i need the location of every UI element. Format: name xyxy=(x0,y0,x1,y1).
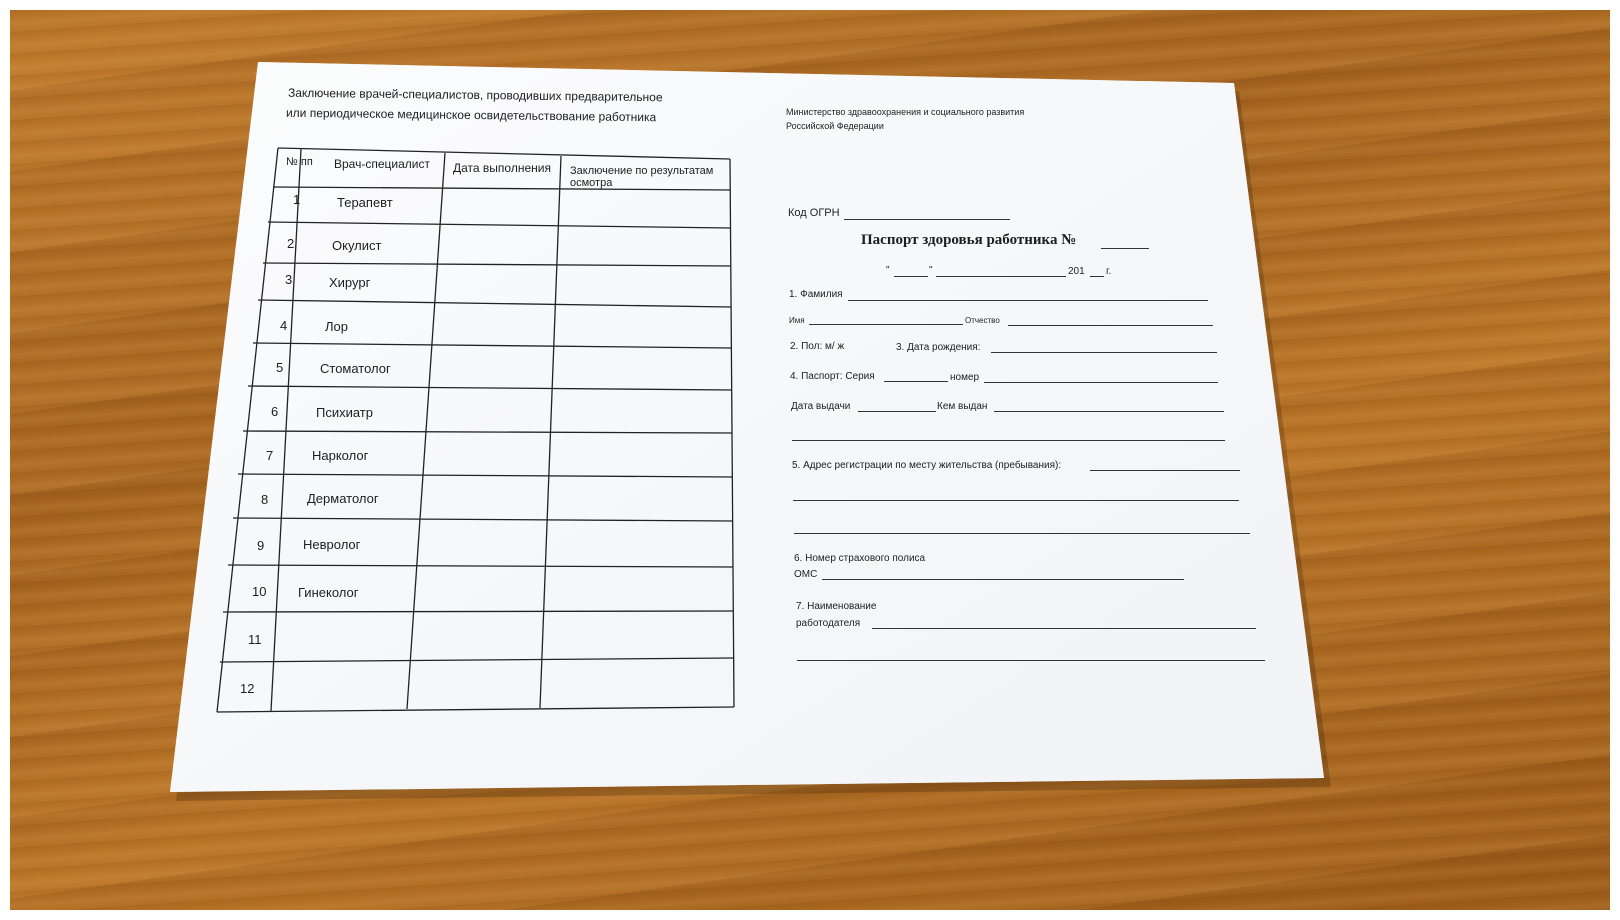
policy-label: 6. Номер страхового полиса xyxy=(794,553,926,564)
ministry-line2: Российской Федерации xyxy=(786,121,884,131)
employer-label-1: 7. Наименование xyxy=(796,601,877,612)
address-label: 5. Адрес регистрации по месту жительства (пребывания): xyxy=(792,460,1062,471)
issued-by-field-line xyxy=(994,411,1224,412)
issued-by-label: Кем выдан xyxy=(937,401,988,412)
employer-extra-line xyxy=(797,660,1265,661)
oms-label: ОМС xyxy=(794,569,818,580)
ministry-line1: Министерство здравоохранения и социального развития xyxy=(786,107,1025,117)
left-heading-line1: Заключение врачей-специалистов, проводивших предварительное xyxy=(287,85,663,105)
row-doctor: Хирург xyxy=(329,275,371,290)
issued-by-extra-line xyxy=(792,440,1225,441)
surname-field-line xyxy=(848,300,1208,301)
row-number: 2 xyxy=(287,236,295,251)
date-year-label: 201 xyxy=(1068,266,1085,277)
row-number: 6 xyxy=(271,404,279,419)
row-doctor: Психиатр xyxy=(316,405,373,420)
row-number: 10 xyxy=(252,584,267,599)
header-date: Дата выполнения xyxy=(453,161,551,175)
sex-label: 2. Пол: м/ ж xyxy=(790,341,845,352)
birth-date-field-line xyxy=(991,352,1217,353)
header-conclusion: Заключение по результатам xyxy=(570,165,714,177)
date-day-line xyxy=(894,276,928,277)
oms-field-line xyxy=(822,579,1184,580)
passport-series-field-line xyxy=(884,381,948,382)
passport-series-label: 4. Паспорт: Серия xyxy=(790,371,875,382)
row-doctor: Невролог xyxy=(303,537,361,552)
header-conclusion-2: осмотра xyxy=(570,177,613,189)
row-number: 9 xyxy=(257,538,265,553)
row-doctor: Лор xyxy=(325,319,348,334)
date-month-line xyxy=(936,276,1066,277)
row-number: 11 xyxy=(248,632,262,647)
row-doctor: Дерматолог xyxy=(307,491,379,506)
surname-label: 1. Фамилия xyxy=(789,289,843,300)
document-sheet xyxy=(10,10,1610,910)
row-number: 1 xyxy=(293,192,301,207)
name-field-line xyxy=(809,324,963,325)
row-number: 8 xyxy=(261,492,269,507)
row-number: 7 xyxy=(266,448,274,463)
passport-number-field-line xyxy=(984,382,1218,383)
row-number: 5 xyxy=(276,360,284,375)
row-number: 4 xyxy=(280,318,288,333)
header-doctor: Врач-специалист xyxy=(334,157,430,171)
name-label: Имя xyxy=(789,316,805,325)
row-doctor: Терапевт xyxy=(337,195,393,210)
header-number: № пп xyxy=(286,156,313,168)
left-heading-line2: или периодическое медицинское освидетельствование работника xyxy=(285,105,657,125)
address-extra-line-2 xyxy=(794,533,1250,534)
birth-date-label: 3. Дата рождения: xyxy=(896,342,981,353)
paper-light xyxy=(170,62,1324,792)
ogrn-label: Код ОГРН xyxy=(788,207,840,219)
date-open-quote: " xyxy=(886,265,890,276)
title-number-line xyxy=(1101,248,1149,249)
document-title: Паспорт здоровья работника № xyxy=(861,232,1077,248)
issue-date-label: Дата выдачи xyxy=(791,401,851,412)
address-field-line xyxy=(1090,470,1240,471)
row-doctor: Нарколог xyxy=(312,448,369,463)
row-doctor: Окулист xyxy=(332,238,382,253)
row-number: 12 xyxy=(240,681,255,696)
issue-date-field-line xyxy=(858,411,936,412)
patronymic-label: Отчество xyxy=(965,316,1000,325)
row-doctor: Гинеколог xyxy=(298,585,359,600)
date-year-suffix: г. xyxy=(1106,266,1112,277)
passport-number-label: номер xyxy=(950,372,980,383)
address-extra-line-1 xyxy=(793,500,1239,501)
patronymic-field-line xyxy=(1008,325,1213,326)
date-year-line xyxy=(1090,276,1104,277)
ogrn-field-line xyxy=(844,219,1010,220)
date-close-quote: " xyxy=(929,265,933,276)
employer-label-2: работодателя xyxy=(796,618,861,629)
row-doctor: Стоматолог xyxy=(320,361,391,376)
wooden-desk-background xyxy=(10,10,1610,910)
employer-field-line xyxy=(872,628,1256,629)
row-number: 3 xyxy=(285,272,293,287)
